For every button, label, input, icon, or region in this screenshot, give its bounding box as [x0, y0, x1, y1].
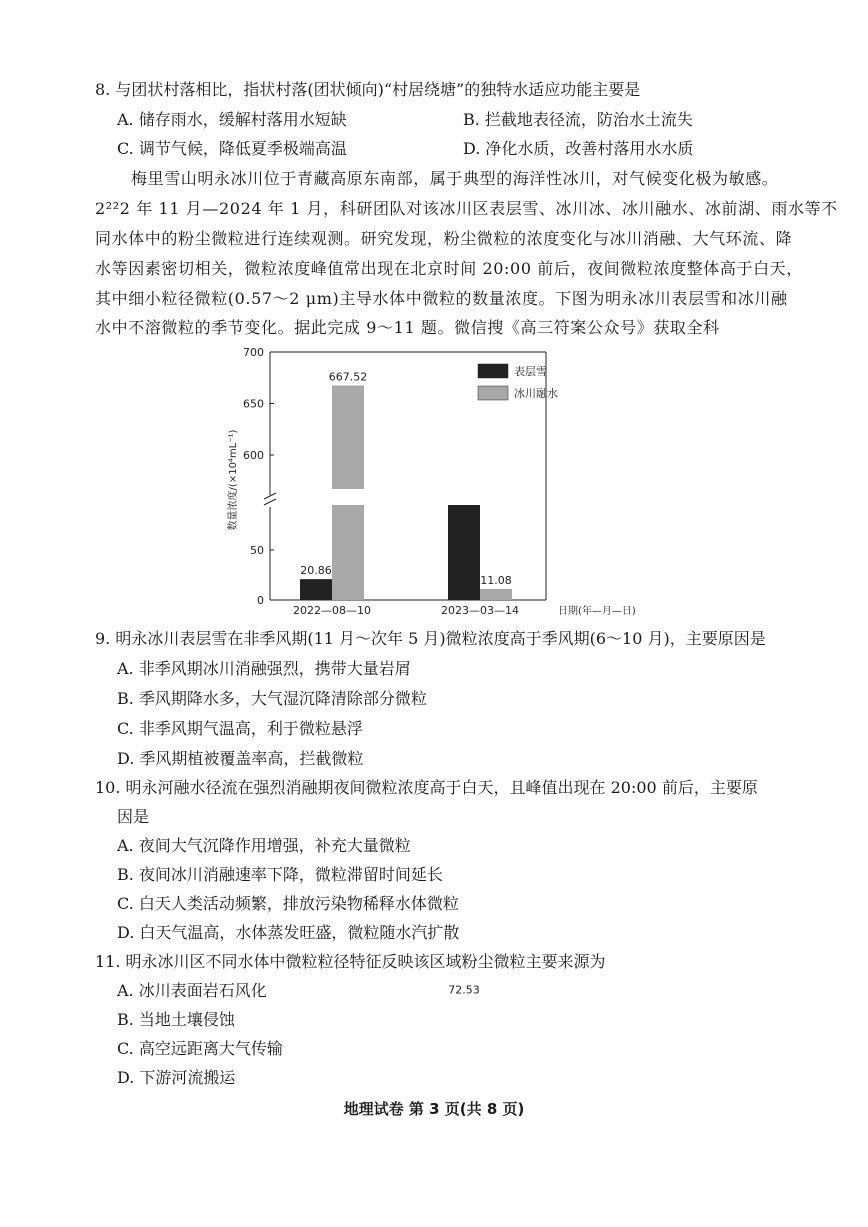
q11-option-d: D. 下游河流搬运 [117, 1068, 236, 1087]
axis-break-mark [264, 499, 276, 505]
x-tick-label: 2023—03—14 [441, 604, 519, 617]
bar [448, 505, 480, 600]
y-tick-label: 650 [243, 397, 264, 411]
y-tick-label: 0 [257, 594, 264, 607]
q11-option-a: A. 冰川表面岩石风化 [117, 981, 267, 1000]
page-footer: 地理试卷 第 3 页(共 8 页) [343, 1100, 525, 1118]
data-label: 72.53 [448, 983, 480, 997]
passage-line: 水等因素密切相关，微粒浓度峰值常出现在北京时间 20:00 前后，夜间微粒浓度整体高于白天， [95, 259, 803, 278]
legend-label: 冰川融水 [514, 387, 558, 400]
bar [332, 505, 364, 600]
bar [480, 589, 512, 600]
q10-stem: 10. 明永河融水径流在强烈消融期夜间微粒浓度高于白天，且峰值出现在 20:00 前后，主要原 [95, 778, 758, 797]
q10-option-a: A. 夜间大气沉降作用增强，补充大量微粒 [117, 836, 411, 855]
x-axis-label: 日期(年—月—日) [558, 606, 636, 617]
q9-option-a: A. 非季风期冰川消融强烈，携带大量岩屑 [117, 659, 411, 678]
q11-option-c: C. 高空远距离大气传输 [117, 1039, 283, 1058]
q9-option-c: C. 非季风期气温高，利于微粒悬浮 [117, 719, 363, 738]
data-label: 667.52 [328, 370, 368, 384]
passage-line: 2²²2 年 11 月—2024 年 1 月，科研团队对该冰川区表层雪、冰川冰、冰川融水、冰前湖、雨水等不 [95, 199, 838, 218]
q8-option-b: B. 拦截地表径流，防治水土流失 [463, 110, 693, 129]
legend-swatch [478, 364, 508, 378]
legend-label: 表层雪 [514, 365, 547, 378]
passage-line: 其中细小粒径微粒(0.57～2 μm)主导水体中微粒的数量浓度。下图为明永冰川表层雪和冰川融 [95, 289, 788, 308]
y-tick-label: 700 [243, 346, 264, 359]
passage-line: 梅里雪山明永冰川位于青藏高原东南部，属于典型的海洋性冰川，对气候变化极为敏感。 [131, 169, 779, 188]
q8-option-a: A. 储存雨水，缓解村落用水短缺 [117, 110, 347, 129]
passage-line: 水中不溶微粒的季节变化。据此完成 9～11 题。微信搜《高三符案公众号》获取全科 [95, 318, 720, 337]
x-tick-label: 2022—08—10 [293, 604, 371, 617]
q10-stem-cont: 因是 [117, 807, 150, 826]
q8-option-c: C. 调节气候，降低夏季极端高温 [117, 139, 347, 158]
data-label: 20.86 [300, 564, 332, 578]
bar [332, 385, 364, 489]
y-axis-label: 数量浓度/(×10⁴mL⁻¹) [228, 429, 239, 531]
q8-option-d: D. 净化水质，改善村落用水水质 [463, 139, 694, 158]
q9-stem: 9. 明永冰川表层雪在非季风期(11 月～次年 5 月)微粒浓度高于季风期(6～10 月)，主要原因是 [95, 629, 766, 648]
q9-option-b: B. 季风期降水多，大气湿沉降清除部分微粒 [117, 689, 427, 708]
y-tick-label: 50 [250, 544, 264, 557]
q9-option-d: D. 季风期植被覆盖率高，拦截微粒 [117, 749, 364, 768]
q10-option-c: C. 白天人类活动频繁，排放污染物稀释水体微粒 [117, 894, 459, 913]
q10-option-b: B. 夜间冰川消融速率下降，微粒滞留时间延长 [117, 865, 443, 884]
q10-option-d: D. 白天气温高，水体蒸发旺盛，微粒随水汽扩散 [117, 923, 460, 942]
passage-line: 同水体中的粉尘微粒进行连续观测。研究发现，粉尘微粒的浓度变化与冰川消融、大气环流、降 [95, 229, 793, 248]
legend-swatch [478, 386, 508, 400]
bar [300, 579, 332, 600]
q11-option-b: B. 当地土壤侵蚀 [117, 1010, 235, 1029]
q8-stem: 8. 与团状村落相比，指状村落(团状倾向)“村居绕塘”的独特水适应功能主要是 [95, 80, 641, 99]
y-tick-label: 600 [243, 449, 264, 462]
q11-stem: 11. 明永冰川区不同水体中微粒粒径特征反映该区域粉尘微粒主要来源为 [95, 952, 606, 971]
data-label: 11.08 [480, 573, 512, 587]
